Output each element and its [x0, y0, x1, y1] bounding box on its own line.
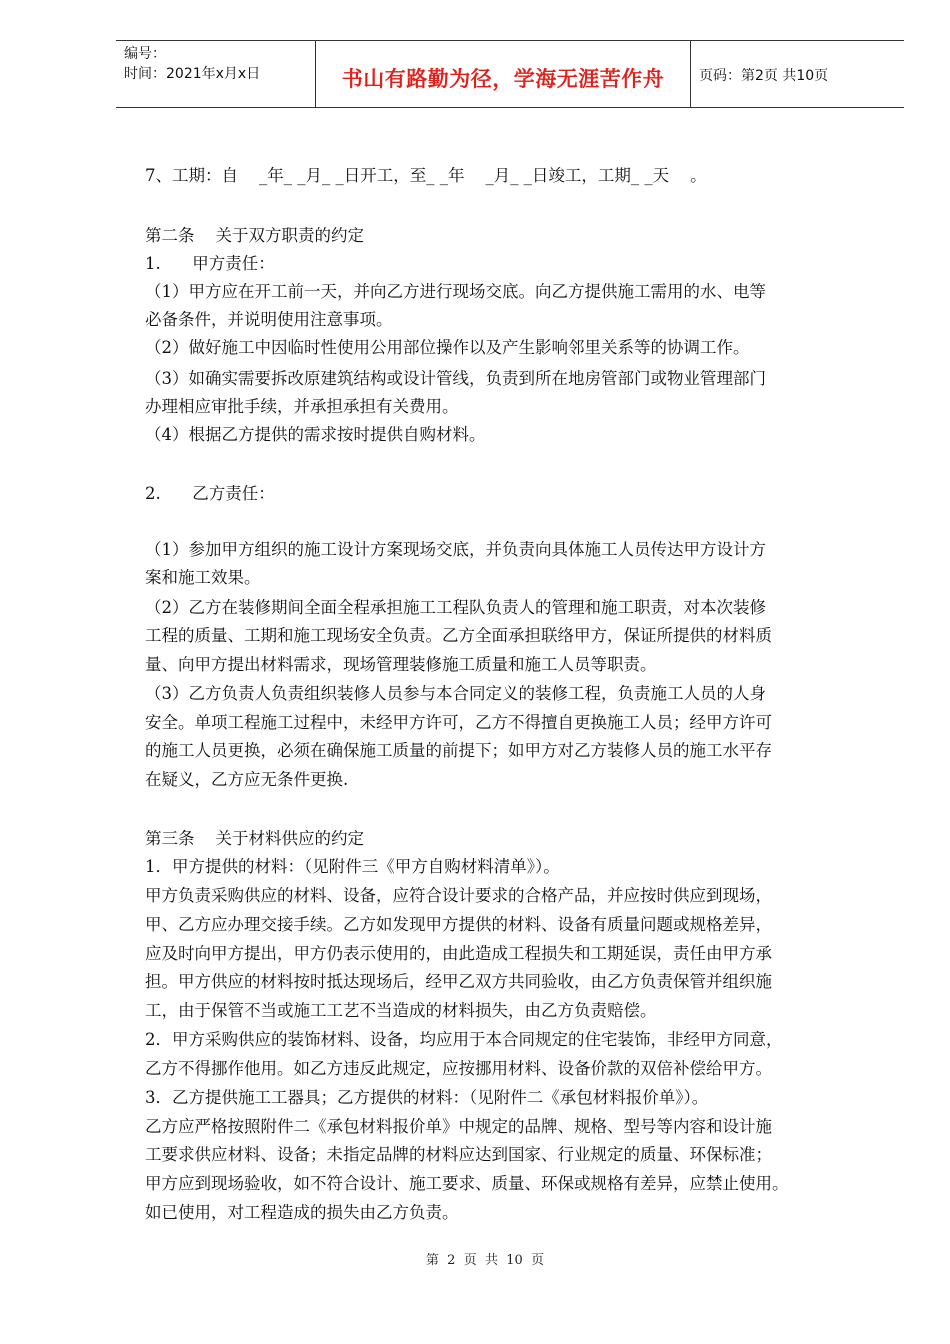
clause-7-duration: 7、工期：自 _年_ _月_ _日开工，至_ _年 _月_ _日竣工，工期_ _天 。 — [145, 166, 707, 185]
paragraph-line: 办理相应审批手续，并承担承担有关费用。 — [145, 397, 459, 416]
paragraph-line: （3）乙方负责人负责组织装修人员参与本合同定义的装修工程，负责施工人员的人身 — [145, 684, 766, 703]
paragraph-line: 1．甲方提供的材料：（见附件三《甲方自购材料清单》）。 — [145, 857, 560, 876]
paragraph-line: 3．乙方提供施工工器具；乙方提供的材料：（见附件二《承包材料报价单》）。 — [145, 1088, 709, 1107]
paragraph-line: 必备条件，并说明使用注意事项。 — [145, 310, 393, 329]
paragraph-line: 乙方不得挪作他用。如乙方违反此规定，应按挪用材料、设备价款的双倍补偿给甲方。 — [145, 1059, 772, 1078]
article-3-heading: 第三条 关于材料供应的约定 — [145, 829, 364, 848]
header-meta-cell — [116, 41, 316, 107]
document-header — [116, 40, 904, 108]
paragraph-line: 量、向甲方提出材料需求，现场管理装修施工质量和施工人员等职责。 — [145, 655, 657, 674]
paragraph-line: （4）根据乙方提供的需求按时提供自购材料。 — [145, 425, 486, 444]
paragraph-line: 甲方负责采购供应的材料、设备，应符合设计要求的合格产品，并应按时供应到现场， — [145, 886, 772, 905]
paragraph-line: 的施工人员更换，必须在确保施工质量的前提下；如甲方对乙方装修人员的施工水平存 — [145, 741, 772, 760]
header-page-number: 页码：第2页 共10页 — [699, 68, 829, 84]
paragraph-line: 应及时向甲方提出，甲方仍表示使用的，由此造成工程损失和工期延误，责任由甲方承 — [145, 944, 772, 963]
paragraph-line: （2）做好施工中因临时性使用公用部位操作以及产生影响邻里关系等的协调工作。 — [145, 338, 750, 357]
paragraph-line: （1）参加甲方组织的施工设计方案现场交底，并负责向具体施工人员传达甲方设计方 — [145, 540, 766, 559]
paragraph-line: （3）如确实需要拆改原建筑结构或设计管线，负责到所在地房管部门或物业管理部门 — [145, 369, 766, 388]
document-number-label: 编号： — [124, 46, 166, 62]
paragraph-line: 2．甲方采购供应的装饰材料、设备，均应用于本合同规定的住宅装饰，非经甲方同意， — [145, 1030, 783, 1049]
paragraph-line: 乙方应严格按照附件二《承包材料报价单》中规定的品牌、规格、型号等内容和设计施 — [145, 1117, 772, 1136]
paragraph-line: 工要求供应材料、设备；未指定品牌的材料应达到国家、行业规定的质量、环保标准； — [145, 1145, 772, 1164]
paragraph-line: 安全。单项工程施工过程中，未经甲方许可，乙方不得擅自更换施工人员；经甲方许可 — [145, 713, 772, 732]
header-page-cell — [691, 41, 904, 107]
paragraph-line: 甲方应到现场验收，如不符合设计、施工要求、质量、环保或规格有差异，应禁止使用。 — [145, 1174, 789, 1193]
party-a-duties-heading: 1. 甲方责任： — [145, 254, 275, 273]
paragraph-line: 甲、乙方应办理交接手续。乙方如发现甲方提供的材料、设备有质量问题或规格差异， — [145, 915, 772, 934]
paragraph-line: 工，由于保管不当或施工工艺不当造成的材料损失，由乙方负责赔偿。 — [145, 1001, 657, 1020]
paragraph-line: 工程的质量、工期和施工现场安全负责。乙方全面承担联络甲方，保证所提供的材料质 — [145, 626, 772, 645]
paragraph-line: 担。甲方供应的材料按时抵达现场后，经甲乙双方共同验收，由乙方负责保管并组织施 — [145, 972, 772, 991]
header-slogan: 书山有路勤为径，学海无涯苦作舟 — [341, 67, 665, 91]
paragraph-line: 如已使用，对工程造成的损失由乙方负责。 — [145, 1203, 459, 1222]
article-2-heading: 第二条 关于双方职责的约定 — [145, 226, 364, 245]
document-date-label: 时间：2021年x月x日 — [124, 66, 261, 82]
party-b-duties-heading: 2. 乙方责任： — [145, 484, 275, 503]
page-footer: 第 2 页 共 10 页 — [425, 1253, 545, 1268]
paragraph-line: 案和施工效果。 — [145, 568, 261, 587]
paragraph-line: （1）甲方应在开工前一天，并向乙方进行现场交底。向乙方提供施工需用的水、电等 — [145, 282, 766, 301]
paragraph-line: （2）乙方在装修期间全面全程承担施工工程队负责人的管理和施工职责，对本次装修 — [145, 598, 766, 617]
paragraph-line: 在疑义，乙方应无条件更换. — [145, 770, 349, 789]
header-slogan-cell — [316, 41, 691, 107]
